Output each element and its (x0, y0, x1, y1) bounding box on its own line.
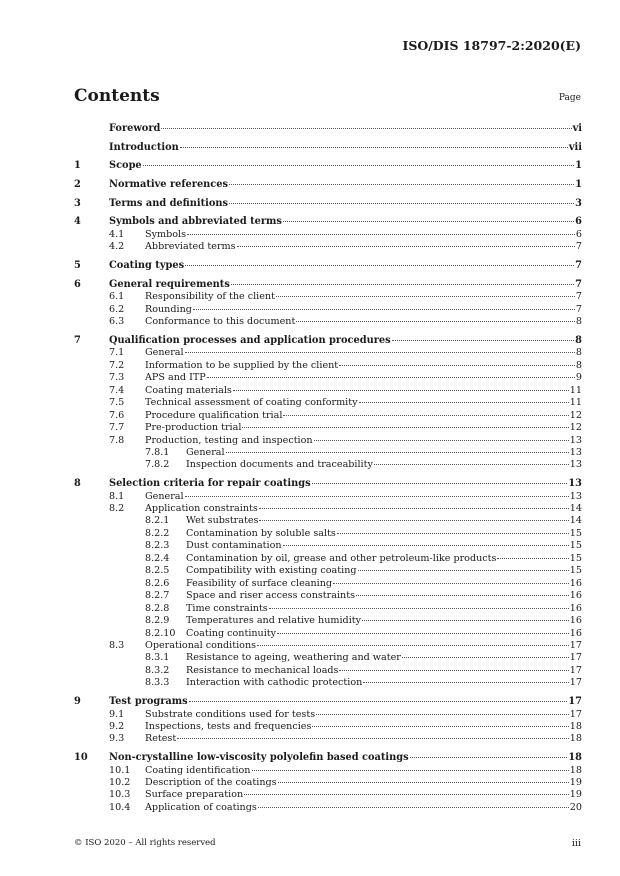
toc-entry-title: Terms and definitions (109, 197, 229, 209)
toc-entry-title: Operational conditions (145, 640, 257, 652)
toc-entry-number: 8.3.3 (145, 677, 170, 689)
toc-entry-number: 7.2 (109, 359, 125, 371)
toc-entry[interactable] (74, 123, 582, 136)
toc-entry-number: 8.2.1 (145, 515, 170, 527)
page-column-label: Page (558, 93, 581, 103)
toc-entry[interactable] (74, 628, 582, 640)
toc-entry-number: 9.2 (109, 720, 125, 732)
toc-entry-title: Compatibility with existing coating (186, 565, 357, 577)
toc-entry-page: 6 (575, 216, 582, 228)
toc-entry-page: 3 (575, 197, 582, 209)
toc-entry-title: Pre-production trial (145, 422, 242, 434)
toc-entry-page: 8 (575, 359, 582, 371)
toc-entry[interactable] (74, 385, 582, 397)
dot-leader (283, 415, 568, 416)
dot-leader (180, 147, 568, 148)
toc-entry[interactable] (74, 528, 582, 540)
toc-entry-page: 11 (569, 397, 582, 409)
page-number: iii (571, 838, 581, 849)
toc-entry-title: General (186, 446, 225, 458)
toc-entry-title: General requirements (109, 278, 230, 290)
dot-leader (161, 128, 571, 129)
dot-leader (339, 365, 575, 366)
dot-leader (257, 645, 569, 646)
toc-entry-page: 15 (569, 540, 582, 552)
dot-leader (356, 595, 569, 596)
toc-entry[interactable] (74, 503, 582, 515)
toc-entry-number: 8 (74, 477, 81, 489)
dot-leader (185, 352, 575, 353)
toc-entry-page: 19 (569, 789, 582, 801)
toc-entry-page: 17 (568, 695, 582, 707)
toc-entry-number: 2 (74, 179, 81, 191)
toc-entry-title: Foreword (109, 123, 161, 134)
toc-entry-number: 7.6 (109, 409, 125, 421)
toc-entry-title: Production, testing and inspection (145, 434, 313, 446)
toc-entry[interactable] (74, 752, 582, 765)
dot-leader (333, 583, 569, 584)
toc-entry-title: Test programs (109, 695, 188, 707)
toc-entry-page: 7 (575, 241, 582, 253)
copyright-notice: © ISO 2020 – All rights reserved (74, 838, 216, 848)
toc-entry[interactable] (74, 179, 582, 192)
toc-entry-title: Normative references (109, 179, 229, 191)
dot-leader (193, 309, 575, 310)
toc-entry-number: 7.1 (109, 347, 125, 359)
toc-entry-title: General (145, 347, 184, 359)
toc-entry-title: Application constraints (145, 503, 258, 515)
toc-entry[interactable] (74, 372, 582, 384)
toc-entry-title: APS and ITP (145, 372, 206, 384)
toc-entry-title: Inspections, tests and frequencies (145, 720, 312, 732)
toc-entry-page: 12 (569, 409, 582, 421)
dot-leader (185, 265, 574, 266)
dot-leader (339, 670, 568, 671)
toc-entry[interactable] (74, 279, 582, 292)
toc-entry[interactable] (74, 696, 582, 709)
toc-entry-title: Coating continuity (186, 627, 277, 639)
toc-entry-number: 8.2.8 (145, 602, 170, 614)
toc-entry-number: 8.2.9 (145, 615, 170, 627)
toc-entry-number: 10.4 (109, 801, 131, 813)
toc-entry-title: Resistance to mechanical loads (186, 664, 339, 676)
toc-entry[interactable] (74, 515, 582, 527)
toc-entry-page: 14 (569, 515, 582, 527)
toc-entry[interactable] (74, 241, 582, 253)
toc-entry-title: Interaction with cathodic protection (186, 677, 363, 689)
dot-leader (497, 558, 568, 559)
dot-leader (242, 427, 568, 428)
toc-entry[interactable] (74, 553, 582, 565)
toc-entry-page: 13 (569, 459, 582, 471)
dot-leader (402, 657, 569, 658)
toc-entry-page: 17 (569, 652, 582, 664)
toc-entry[interactable] (74, 260, 582, 273)
dot-leader (359, 402, 569, 403)
toc-entry-number: 8.2.2 (145, 527, 170, 539)
toc-entry-number: 4 (74, 216, 81, 228)
dot-leader (278, 782, 569, 783)
dot-leader (252, 770, 569, 771)
toc-entry[interactable] (74, 709, 582, 721)
toc-entry-title: Description of the coatings (145, 777, 277, 789)
toc-entry-page: 17 (569, 677, 582, 689)
toc-entry[interactable] (74, 603, 582, 615)
toc-entry[interactable] (74, 160, 582, 173)
toc-entry-page: 7 (575, 291, 582, 303)
toc-entry-number: 10.2 (109, 777, 131, 789)
toc-entry-number: 7.5 (109, 397, 125, 409)
toc-entry-number: 9.3 (109, 733, 125, 745)
toc-entry-title: Substrate conditions used for tests (145, 708, 316, 720)
toc-entry-page: 19 (569, 777, 582, 789)
toc-entry-page: 17 (569, 640, 582, 652)
toc-entry-number: 10.3 (109, 789, 131, 801)
toc-entry-title: Abbreviated terms (145, 241, 236, 253)
toc-entry-title: Selection criteria for repair coatings (109, 477, 311, 489)
toc-entry-page: 13 (569, 446, 582, 458)
toc-entry-page: 16 (569, 627, 582, 639)
toc-entry[interactable] (74, 733, 582, 745)
toc-entry-number: 7 (74, 334, 81, 346)
toc-entry[interactable] (74, 335, 582, 348)
toc-entry-number: 8.2.4 (145, 552, 170, 564)
toc-entry-page: 7 (575, 260, 582, 272)
toc-entry-title: Technical assessment of coating conformity (145, 397, 358, 409)
dot-leader (226, 452, 569, 453)
dot-leader (244, 794, 569, 795)
toc-entry-title: Coating materials (145, 384, 232, 396)
toc-entry[interactable] (74, 590, 582, 602)
dot-leader (362, 620, 569, 621)
toc-entry-page: 7 (575, 278, 582, 290)
toc-entry[interactable] (74, 397, 582, 409)
toc-entry-number: 8.2.10 (145, 627, 176, 639)
toc-entry-title: Rounding (145, 303, 192, 315)
toc-entry-number: 6 (74, 278, 81, 290)
toc-entry-number: 6.2 (109, 303, 125, 315)
toc-entry-number: 1 (74, 160, 81, 172)
toc-entry-title: Information to be supplied by the client (145, 359, 339, 371)
toc-entry[interactable] (74, 777, 582, 789)
toc-entry-number: 8.2.3 (145, 540, 170, 552)
dot-leader (312, 726, 568, 727)
toc-entry-page: 15 (569, 565, 582, 577)
dot-leader (269, 608, 569, 609)
toc-entry-title: Retest (145, 733, 177, 745)
toc-entry-number: 8.3 (109, 640, 125, 652)
toc-entry-number: 6.1 (109, 291, 125, 303)
toc-entry-title: Temperatures and relative humidity (186, 615, 362, 627)
toc-entry[interactable] (74, 652, 582, 664)
toc-entry-page: 17 (569, 664, 582, 676)
toc-entry-number: 4.1 (109, 229, 125, 241)
dot-leader (283, 221, 574, 222)
toc-entry-page: 13 (569, 490, 582, 502)
toc-entry-page: 7 (575, 303, 582, 315)
dot-leader (358, 570, 569, 571)
toc-entry-title: Surface preparation (145, 789, 244, 801)
contents-title: Contents (74, 86, 160, 106)
toc-entry[interactable] (74, 565, 582, 577)
toc-entry-number: 3 (74, 197, 81, 209)
dot-leader (363, 682, 568, 683)
toc-entry[interactable] (74, 802, 582, 814)
toc-entry-number: 7.3 (109, 372, 125, 384)
toc-entry[interactable] (74, 304, 582, 316)
toc-entry[interactable] (74, 640, 582, 652)
toc-entry-page: 18 (568, 751, 582, 763)
toc-entry-title: Conformance to this document (145, 316, 296, 328)
toc-entry-page: 18 (569, 720, 582, 732)
dot-leader (229, 184, 574, 185)
dot-leader (276, 296, 575, 297)
dot-leader (237, 246, 575, 247)
toc-entry-number: 8.1 (109, 490, 125, 502)
toc-entry-number: 4.2 (109, 241, 125, 253)
dot-leader (259, 520, 568, 521)
toc-entry-page: 18 (569, 733, 582, 745)
toc-entry-number: 8.2 (109, 503, 125, 515)
dot-leader (259, 508, 569, 509)
toc-entry-page: 16 (569, 590, 582, 602)
toc-entry[interactable] (74, 721, 582, 733)
toc-entry-page: 15 (569, 552, 582, 564)
toc-entry[interactable] (74, 291, 582, 303)
toc-entry[interactable] (74, 447, 582, 459)
toc-entry[interactable] (74, 677, 582, 689)
dot-leader (283, 545, 569, 546)
dot-leader (143, 165, 575, 166)
toc-entry-title: Space and riser access constraints (186, 590, 355, 602)
toc-entry-title: General (145, 490, 184, 502)
toc-entry-title: Responsibility of the client (145, 291, 275, 303)
dot-leader (316, 714, 569, 715)
toc-entry-title: Qualification processes and application procedures (109, 334, 391, 346)
document-id: ISO/DIS 18797-2:2020(E) (402, 38, 581, 53)
toc-entry-page: 16 (569, 615, 582, 627)
toc-entry[interactable] (74, 578, 582, 590)
dot-leader (277, 633, 569, 634)
toc-entry[interactable] (74, 665, 582, 677)
toc-entry-page: 6 (575, 229, 582, 241)
toc-entry[interactable] (74, 229, 582, 241)
toc-entry-page: vii (568, 141, 582, 153)
toc-entry-page: 8 (575, 334, 582, 346)
dot-leader (392, 340, 575, 341)
toc-entry-title: Resistance to ageing, weathering and water (186, 652, 401, 664)
toc-entry[interactable] (74, 347, 582, 359)
toc-entry-title: Dust contamination (186, 540, 282, 552)
dot-leader (258, 807, 569, 808)
table-of-contents (74, 123, 582, 814)
dot-leader (177, 738, 569, 739)
toc-entry-number: 8.2.5 (145, 565, 170, 577)
toc-entry-page: 15 (569, 527, 582, 539)
toc-entry-title: Symbols and abbreviated terms (109, 216, 282, 228)
toc-entry-page: 9 (575, 372, 582, 384)
toc-entry[interactable] (74, 198, 582, 211)
dot-leader (410, 757, 568, 758)
toc-entry-page: 8 (575, 316, 582, 328)
toc-entry-page: 12 (569, 422, 582, 434)
toc-entry-title: Coating identification (145, 764, 251, 776)
dot-leader (231, 284, 574, 285)
dot-leader (337, 533, 569, 534)
toc-entry[interactable] (74, 459, 582, 471)
toc-entry[interactable] (74, 422, 582, 434)
toc-entry-number: 7.8 (109, 434, 125, 446)
toc-entry-page: 20 (569, 801, 582, 813)
dot-leader (189, 701, 568, 702)
toc-entry-number: 8.2.6 (145, 577, 170, 589)
toc-entry-page: 18 (569, 764, 582, 776)
toc-entry[interactable] (74, 435, 582, 447)
toc-entry[interactable] (74, 216, 582, 229)
toc-entry-title: Contamination by oil, grease and other petroleum-like products (186, 552, 497, 564)
toc-entry-title: Wet substrates (186, 515, 259, 527)
dot-leader (229, 203, 574, 204)
toc-entry-page: vi (572, 123, 582, 134)
toc-entry-title: Scope (109, 160, 142, 172)
dot-leader (207, 377, 575, 378)
dot-leader (187, 234, 575, 235)
toc-entry[interactable] (74, 789, 582, 801)
toc-entry-number: 7.8.1 (145, 446, 170, 458)
toc-entry-title: Symbols (145, 229, 186, 241)
toc-entry-title: Application of coatings (145, 801, 257, 813)
dot-leader (374, 464, 569, 465)
toc-entry[interactable] (74, 478, 582, 491)
toc-entry-title: Feasibility of surface cleaning (186, 577, 333, 589)
toc-entry-number: 8.3.1 (145, 652, 170, 664)
toc-entry-page: 16 (569, 602, 582, 614)
toc-entry[interactable] (74, 540, 582, 552)
toc-entry-page: 8 (575, 347, 582, 359)
toc-entry-page: 14 (569, 503, 582, 515)
toc-entry-number: 8.3.2 (145, 664, 170, 676)
toc-entry-number: 8.2.7 (145, 590, 170, 602)
toc-entry-number: 10 (74, 751, 88, 763)
toc-entry-title: Non-crystalline low-viscosity polyolefin based coatings (109, 751, 409, 763)
toc-entry-number: 6.3 (109, 316, 125, 328)
dot-leader (314, 440, 569, 441)
toc-entry-page: 13 (569, 434, 582, 446)
toc-entry-number: 9 (74, 695, 81, 707)
toc-entry-page: 17 (569, 708, 582, 720)
toc-entry[interactable] (74, 491, 582, 503)
toc-entry-page: 1 (575, 179, 582, 191)
toc-entry[interactable] (74, 410, 582, 422)
dot-leader (312, 483, 568, 484)
toc-entry[interactable] (74, 316, 582, 328)
toc-entry[interactable] (74, 142, 582, 155)
toc-entry-number: 7.8.2 (145, 459, 170, 471)
dot-leader (296, 321, 575, 322)
toc-entry-page: 1 (575, 160, 582, 172)
toc-entry-title: Introduction (109, 141, 179, 153)
dot-leader (233, 390, 569, 391)
toc-entry-page: 16 (569, 577, 582, 589)
toc-entry-number: 10.1 (109, 764, 131, 776)
toc-entry-title: Coating types (109, 260, 185, 272)
toc-entry-title: Time constraints (186, 602, 268, 614)
toc-entry-title: Contamination by soluble salts (186, 527, 336, 539)
toc-entry[interactable] (74, 615, 582, 627)
toc-entry-page: 13 (568, 477, 582, 489)
toc-entry-title: Procedure qualification trial (145, 409, 283, 421)
toc-entry[interactable] (74, 360, 582, 372)
toc-entry-title: Inspection documents and traceability (186, 459, 373, 471)
toc-entry-number: 7.7 (109, 422, 125, 434)
toc-entry[interactable] (74, 765, 582, 777)
toc-entry-number: 7.4 (109, 384, 125, 396)
dot-leader (185, 496, 569, 497)
toc-entry-page: 11 (569, 384, 582, 396)
toc-entry-number: 9.1 (109, 708, 125, 720)
toc-entry-number: 5 (74, 260, 81, 272)
